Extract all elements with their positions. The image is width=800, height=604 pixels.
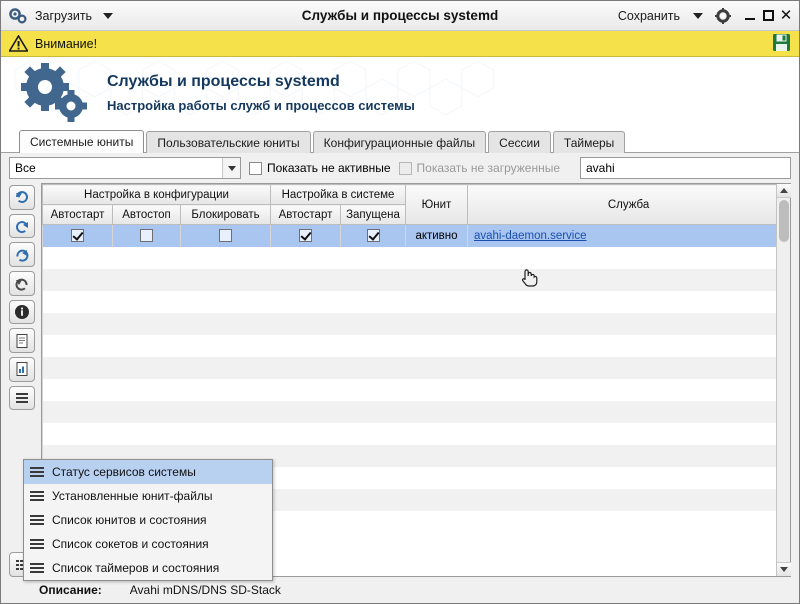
table-group-header-row bbox=[43, 185, 790, 205]
description-value: Avahi mDNS/DNS SD-Stack bbox=[129, 583, 281, 597]
show-unloaded-label: Показать не загруженные bbox=[416, 161, 561, 175]
tab-timers[interactable] bbox=[553, 131, 625, 153]
file-button[interactable] bbox=[9, 328, 35, 353]
document-icon bbox=[14, 333, 30, 349]
reload-circular-icon bbox=[14, 247, 30, 263]
info-button[interactable] bbox=[9, 300, 35, 325]
warning-triangle-icon bbox=[9, 35, 28, 52]
column-header-cfg-autostart[interactable]: Автостарт bbox=[43, 205, 113, 225]
maximize-icon[interactable] bbox=[761, 9, 775, 23]
row-checkbox[interactable] bbox=[219, 229, 232, 242]
list-icon bbox=[30, 466, 44, 478]
row-checkbox[interactable] bbox=[367, 229, 380, 242]
list-button[interactable] bbox=[9, 386, 35, 411]
menu-item-label: Список сокетов и состояния bbox=[52, 537, 209, 551]
table-row-empty bbox=[43, 379, 790, 401]
menu-item-label: Статус сервисов системы bbox=[52, 465, 196, 479]
tab-strip bbox=[1, 129, 799, 153]
menu-item-label: Список юнитов и состояния bbox=[52, 513, 207, 527]
list-icon bbox=[30, 562, 44, 574]
window-title: Службы и процессы systemd bbox=[301, 8, 499, 23]
mouse-cursor-hand-icon bbox=[520, 267, 538, 290]
menu-item-timers-list[interactable] bbox=[24, 556, 272, 580]
show-unloaded-checkbox[interactable] bbox=[399, 161, 560, 175]
tab-config-files[interactable] bbox=[313, 131, 486, 153]
cell-sys-running[interactable] bbox=[341, 225, 406, 247]
revert-button[interactable] bbox=[9, 214, 35, 239]
column-header-sys-autostart[interactable]: Автостарт bbox=[271, 205, 341, 225]
table-row-empty bbox=[43, 357, 790, 379]
cell-sys-autostart[interactable] bbox=[271, 225, 341, 247]
table-row-empty bbox=[43, 401, 790, 423]
column-header-sys-running[interactable]: Запущена bbox=[341, 205, 406, 225]
list-icon bbox=[14, 390, 30, 406]
log-button[interactable] bbox=[9, 357, 35, 382]
column-header-service[interactable]: Служба bbox=[468, 185, 790, 225]
info-icon bbox=[14, 304, 30, 320]
table-row-empty bbox=[43, 423, 790, 445]
column-header-cfg-block[interactable]: Блокировать bbox=[181, 205, 271, 225]
banner-title: Службы и процессы systemd bbox=[107, 73, 340, 90]
minimize-icon[interactable] bbox=[743, 9, 757, 23]
group-header-config: Настройка в конфигурации bbox=[43, 185, 271, 205]
group-header-system: Настройка в системе bbox=[271, 185, 406, 205]
list-icon bbox=[30, 538, 44, 550]
scrollbar-thumb[interactable] bbox=[779, 200, 789, 242]
header-banner bbox=[1, 57, 799, 129]
table-row-empty bbox=[43, 291, 790, 313]
caret-up-icon[interactable] bbox=[777, 184, 791, 198]
column-header-unit[interactable]: Юнит bbox=[406, 185, 468, 225]
unit-filter-select[interactable] bbox=[9, 157, 241, 179]
cell-unit-state: активно bbox=[406, 225, 468, 247]
settings-gear-icon[interactable] bbox=[711, 4, 735, 28]
tab-label: Системные юниты bbox=[30, 135, 134, 149]
table-row-empty bbox=[43, 335, 790, 357]
search-value: avahi bbox=[586, 161, 615, 175]
warning-bar bbox=[1, 31, 799, 57]
cell-cfg-autostart[interactable] bbox=[43, 225, 113, 247]
chevron-down-icon-save[interactable] bbox=[693, 13, 703, 19]
save-menu-button[interactable]: Сохранить bbox=[617, 8, 680, 23]
undo-button[interactable] bbox=[9, 271, 35, 296]
table-row-empty bbox=[43, 313, 790, 335]
floppy-save-icon[interactable] bbox=[772, 33, 791, 55]
menu-item-service-status[interactable] bbox=[24, 460, 272, 484]
row-checkbox[interactable] bbox=[140, 229, 153, 242]
menu-item-label: Установленные юнит-файлы bbox=[52, 489, 213, 503]
undo-arrow-icon bbox=[14, 218, 30, 234]
column-header-cfg-autostop[interactable]: Автостоп bbox=[113, 205, 181, 225]
tab-user-units[interactable] bbox=[146, 131, 310, 153]
list-icon bbox=[30, 490, 44, 502]
app-gear-icon bbox=[5, 5, 29, 27]
vertical-scrollbar[interactable] bbox=[776, 184, 790, 576]
reload-button[interactable] bbox=[9, 242, 35, 267]
chevron-down-icon[interactable] bbox=[103, 13, 113, 19]
show-inactive-label: Показать не активные bbox=[267, 161, 391, 175]
row-checkbox[interactable] bbox=[71, 229, 84, 242]
tab-label: Пользовательские юниты bbox=[157, 135, 300, 150]
tab-sessions[interactable] bbox=[488, 131, 551, 153]
tab-system-units[interactable] bbox=[19, 130, 144, 153]
menu-item-label: Список таймеров и состояния bbox=[52, 561, 220, 575]
undo-icon bbox=[14, 275, 30, 291]
cell-cfg-block[interactable] bbox=[181, 225, 271, 247]
cell-service-name[interactable]: avahi-daemon.service bbox=[468, 225, 790, 247]
title-bar bbox=[1, 1, 799, 31]
refresh-icon bbox=[14, 189, 30, 205]
gears-icon bbox=[19, 62, 89, 124]
table-row-empty bbox=[43, 247, 790, 269]
tab-label: Конфигурационные файлы bbox=[323, 135, 476, 150]
warning-text: Внимание! bbox=[35, 36, 98, 51]
menu-item-sockets-list[interactable] bbox=[24, 532, 272, 556]
chevron-down-icon-filter[interactable] bbox=[222, 158, 240, 178]
checkbox-box[interactable] bbox=[249, 162, 262, 175]
unit-filter-value: Все bbox=[15, 161, 36, 175]
tab-label: Таймеры bbox=[563, 135, 615, 150]
tab-label: Сессии bbox=[499, 135, 540, 150]
banner-subtitle: Настройка работы служб и процессов системы bbox=[107, 98, 415, 113]
close-icon[interactable]: ✕ bbox=[779, 7, 793, 24]
caret-down-icon[interactable] bbox=[777, 562, 791, 576]
filter-bar bbox=[1, 153, 799, 183]
search-input[interactable] bbox=[580, 157, 791, 179]
row-checkbox[interactable] bbox=[299, 229, 312, 242]
refresh-button[interactable] bbox=[9, 185, 35, 210]
table-row-empty bbox=[43, 269, 790, 291]
cell-cfg-autostop[interactable] bbox=[113, 225, 181, 247]
document-chart-icon bbox=[14, 361, 30, 377]
menu-item-installed-units[interactable] bbox=[24, 484, 272, 508]
menu-item-units-list[interactable] bbox=[24, 508, 272, 532]
context-menu[interactable] bbox=[23, 459, 273, 581]
description-label: Описание: bbox=[39, 583, 102, 597]
list-icon bbox=[30, 514, 44, 526]
table-row[interactable] bbox=[43, 225, 790, 247]
show-inactive-checkbox[interactable] bbox=[249, 161, 391, 175]
checkbox-box bbox=[399, 162, 412, 175]
load-menu-button[interactable]: Загрузить bbox=[35, 8, 93, 23]
